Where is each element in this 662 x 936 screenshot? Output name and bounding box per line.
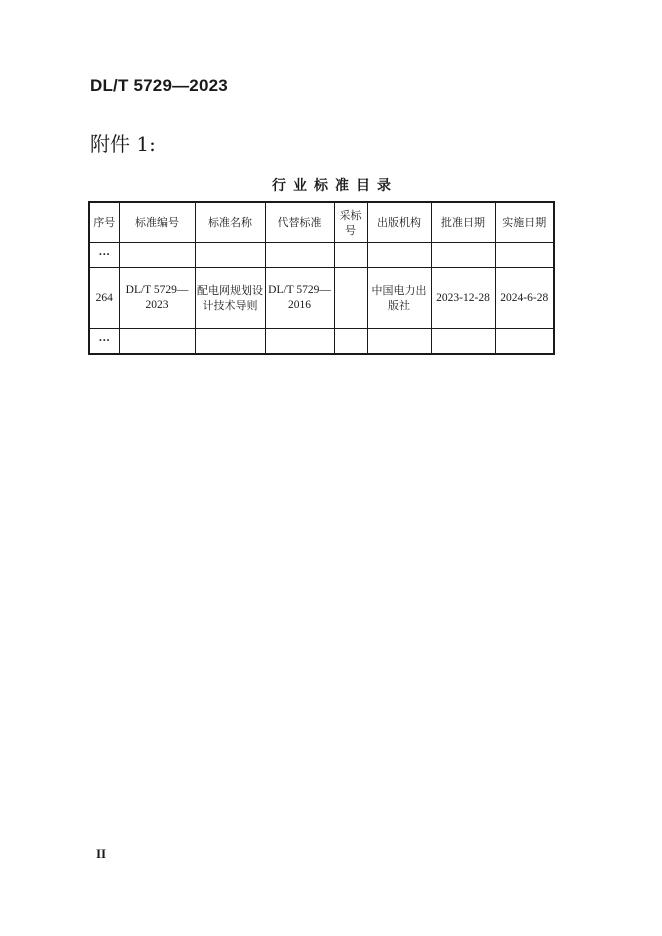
catalog-title: 行业标准目录 [272, 178, 398, 194]
cell-adoption [334, 268, 367, 329]
column-header-approval-date: 批准日期 [431, 202, 495, 243]
empty-cell [367, 329, 431, 355]
column-header-name: 标准名称 [195, 202, 265, 243]
cell-name: 配电网规划设计技术导则 [195, 268, 265, 329]
table-row-ellipsis-bottom [89, 329, 554, 355]
empty-cell [367, 243, 431, 268]
cell-code: DL/T 5729—2023 [119, 268, 195, 329]
column-header-effective-date: 实施日期 [495, 202, 554, 243]
empty-cell [495, 329, 554, 355]
empty-cell [119, 243, 195, 268]
column-header-code: 标准编号 [119, 202, 195, 243]
empty-cell [431, 329, 495, 355]
empty-cell [334, 243, 367, 268]
empty-cell [431, 243, 495, 268]
column-header-adoption: 采标号 [334, 202, 367, 243]
table-header-row [89, 202, 554, 243]
empty-cell [334, 329, 367, 355]
cell-approval-date: 2023-12-28 [431, 268, 495, 329]
column-header-seq: 序号 [89, 202, 119, 243]
document-code: DL/T 5729—2023 [90, 76, 228, 95]
table-row [89, 268, 554, 329]
empty-cell [265, 329, 334, 355]
ellipsis-cell: ··· [89, 243, 119, 268]
cell-effective-date: 2024-6-28 [495, 268, 554, 329]
cell-seq: 264 [89, 268, 119, 329]
page-number: II [96, 846, 107, 861]
cell-replaces: DL/T 5729—2016 [265, 268, 334, 329]
empty-cell [195, 329, 265, 355]
empty-cell [265, 243, 334, 268]
table-row-ellipsis-top [89, 243, 554, 268]
column-header-publisher: 出版机构 [367, 202, 431, 243]
empty-cell [195, 243, 265, 268]
attachment-label: 附件 1: [90, 132, 156, 156]
empty-cell [495, 243, 554, 268]
column-header-replaces: 代替标准 [265, 202, 334, 243]
ellipsis-cell: ··· [89, 329, 119, 355]
cell-publisher: 中国电力出版社 [367, 268, 431, 329]
empty-cell [119, 329, 195, 355]
standards-catalog-table [88, 201, 555, 355]
